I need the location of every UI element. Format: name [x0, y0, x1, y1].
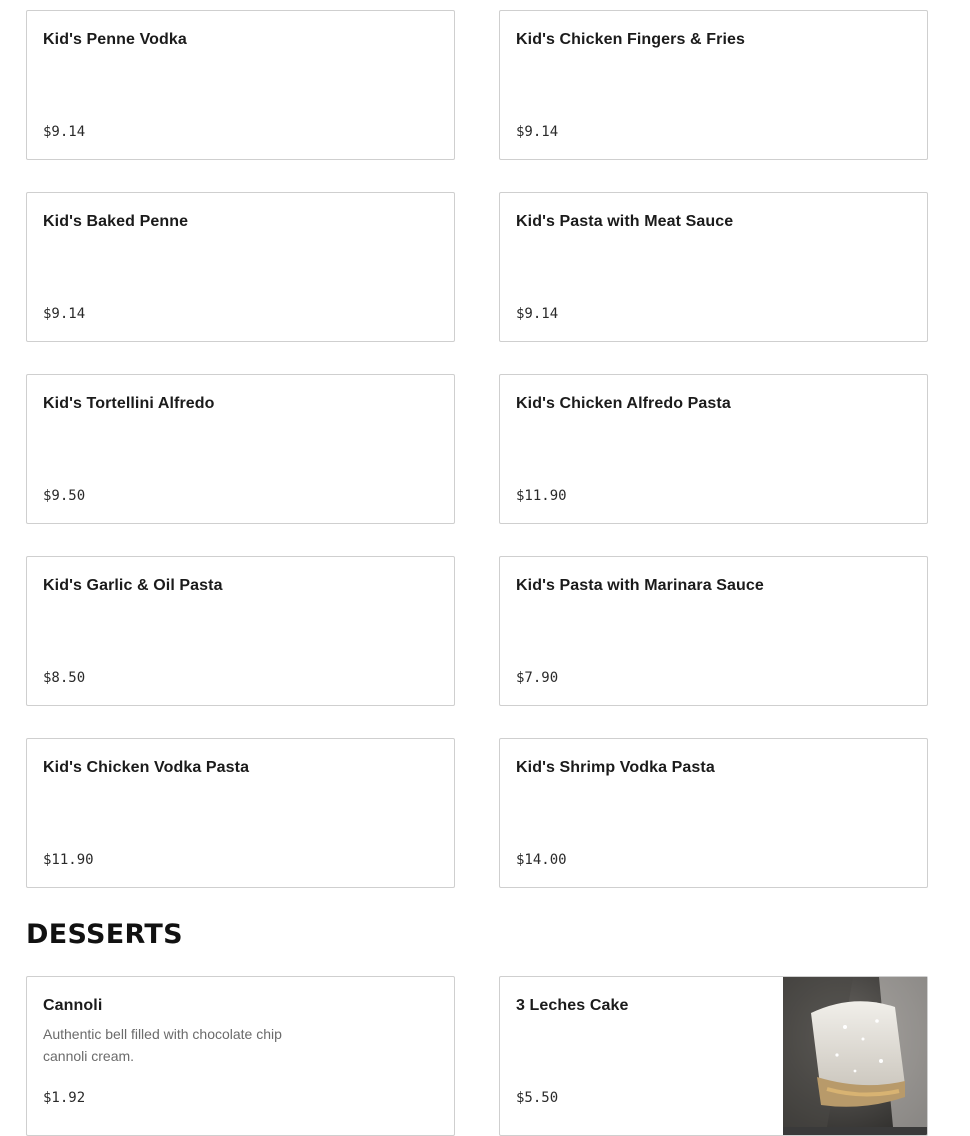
item-name: Kid's Baked Penne [43, 213, 189, 230]
menu-item-card[interactable] [499, 738, 928, 888]
item-price: $9.14 [516, 124, 559, 140]
item-price: $9.14 [43, 124, 86, 140]
menu-item-card[interactable] [499, 374, 928, 524]
cake-photo-illustration [783, 977, 927, 1127]
item-price: $11.90 [43, 852, 94, 868]
item-price: $11.90 [516, 488, 567, 504]
item-name: Kid's Pasta with Meat Sauce [516, 213, 734, 230]
item-name: Kid's Penne Vodka [43, 31, 187, 48]
item-name: Cannoli [43, 997, 103, 1014]
item-name: Kid's Shrimp Vodka Pasta [516, 759, 715, 776]
item-price: $7.90 [516, 670, 559, 686]
item-price: $8.50 [43, 670, 86, 686]
item-name: Kid's Chicken Alfredo Pasta [516, 395, 731, 412]
menu-item-card[interactable] [26, 738, 455, 888]
item-price: $1.92 [43, 1090, 86, 1106]
item-name: Kid's Garlic & Oil Pasta [43, 577, 223, 594]
menu-item-card[interactable] [499, 192, 928, 342]
menu-item-card[interactable] [499, 556, 928, 706]
item-description: Authentic bell filled with chocolate chip cannoli cream. [43, 1026, 282, 1064]
item-name: Kid's Pasta with Marinara Sauce [516, 577, 764, 594]
item-price: $9.14 [516, 306, 559, 322]
section-title-desserts: DESSERTS [26, 919, 183, 950]
menu-item-card[interactable] [26, 374, 455, 524]
item-name: Kid's Chicken Fingers & Fries [516, 31, 745, 48]
item-name: 3 Leches Cake [516, 997, 629, 1014]
menu-item-card[interactable] [26, 10, 455, 160]
menu-item-card[interactable] [26, 192, 455, 342]
item-price: $5.50 [516, 1090, 559, 1106]
item-name: Kid's Tortellini Alfredo [43, 395, 215, 412]
item-price: $9.50 [43, 488, 86, 504]
item-name: Kid's Chicken Vodka Pasta [43, 759, 250, 776]
menu-item-card-cannoli[interactable] [26, 976, 455, 1136]
menu-item-card-3-leches-cake[interactable] [499, 976, 928, 1136]
menu-item-card[interactable] [499, 10, 928, 160]
item-price: $9.14 [43, 306, 86, 322]
menu-item-card[interactable] [26, 556, 455, 706]
item-price: $14.00 [516, 852, 567, 868]
cake-photo [783, 977, 927, 1135]
